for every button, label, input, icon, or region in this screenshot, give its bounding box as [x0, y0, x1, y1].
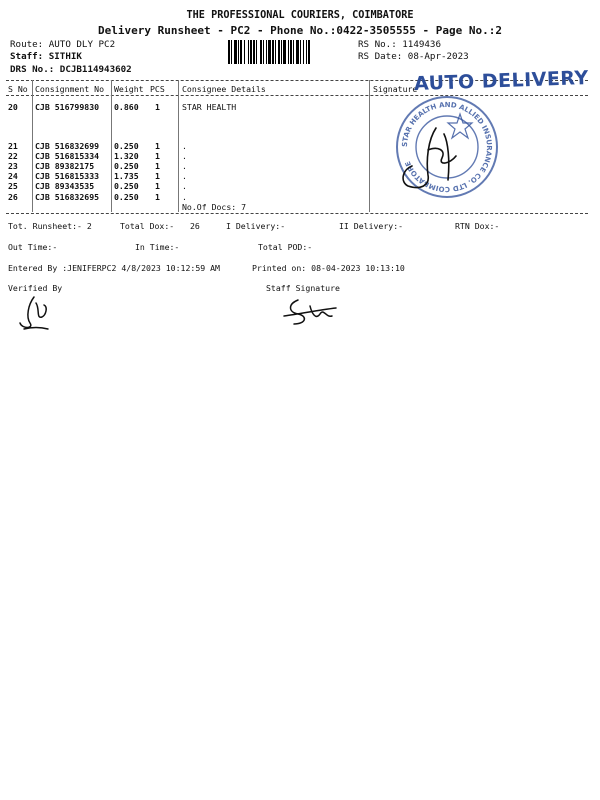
svg-text:STAR HEALTH AND ALLIED INSURAN: STAR HEALTH AND ALLIED INSURANCE CO. LTD COIMBATORE: [400, 100, 494, 194]
row-pcs: 1: [155, 171, 160, 181]
col-signature: Signature: [373, 84, 418, 94]
row-weight: 0.250: [114, 181, 139, 191]
row-weight: 0.250: [114, 161, 139, 171]
row-sno: 24: [8, 171, 18, 181]
barcode: [228, 40, 352, 64]
row-sno: 20: [8, 102, 18, 112]
no-of-docs: No.Of Docs: 7: [182, 202, 247, 212]
row-consignment: CJB 516815333: [35, 171, 100, 181]
verified-by-label: Verified By: [8, 283, 63, 293]
row-pcs: 1: [155, 161, 160, 171]
row-pcs: 1: [155, 141, 160, 151]
row-consignee: .: [182, 161, 187, 171]
col-sno: S No: [8, 84, 28, 94]
out-time: Out Time:-: [8, 242, 58, 252]
row-consignee: .: [182, 181, 187, 191]
auto-delivery-stamp: AUTO DELIVERY: [413, 66, 590, 96]
row-sno: 26: [8, 192, 18, 202]
col-divider: [32, 80, 33, 212]
total-pod: Total POD:-: [258, 242, 313, 252]
row-weight: 0.250: [114, 192, 139, 202]
row-consignment: CJB 89382175: [35, 161, 95, 171]
row-weight: 1.735: [114, 171, 139, 181]
row-weight: 0.860: [114, 102, 139, 112]
col-divider: [178, 80, 179, 212]
ii-delivery: II Delivery:-: [339, 221, 404, 231]
rtn-dox: RTN Dox:-: [455, 221, 500, 231]
table-bottom-rule: [6, 213, 588, 214]
col-divider: [369, 80, 370, 212]
row-consignment: CJB 516832695: [35, 192, 100, 202]
staff-signature: [280, 296, 340, 330]
row-sno: 23: [8, 161, 18, 171]
row-pcs: 1: [155, 181, 160, 191]
col-pcs: PCS: [150, 84, 165, 94]
row-consignment: CJB 516832699: [35, 141, 100, 151]
row-consignment: CJB 89343535: [35, 181, 95, 191]
printed-on: Printed on: 08-04-2023 10:13:10: [252, 263, 405, 273]
row-weight: 1.320: [114, 151, 139, 161]
row-consignee: .: [182, 192, 187, 202]
total-dox-label: Total Dox:-: [120, 221, 175, 231]
row-consignment: CJB 516815334: [35, 151, 100, 161]
row-sno: 22: [8, 151, 18, 161]
row-sno: 21: [8, 141, 18, 151]
verifier-signature: [14, 293, 54, 333]
row-consignment: CJB 516799830: [35, 102, 100, 112]
row-consignee: .: [182, 151, 187, 161]
row-pcs: 1: [155, 151, 160, 161]
rs-date: RS Date: 08-Apr-2023: [358, 51, 469, 62]
row-weight: 0.250: [114, 141, 139, 151]
route-label: Route: AUTO DLY PC2: [10, 39, 116, 50]
runsheet-title: Delivery Runsheet - PC2 - Phone No.:0422-3505555 - Page No.:2: [98, 24, 502, 37]
row-consignee: .: [182, 141, 187, 151]
col-divider: [111, 80, 112, 212]
row-consignee: .: [182, 171, 187, 181]
i-delivery: I Delivery:-: [226, 221, 286, 231]
col-consignment: Consignment No: [35, 84, 105, 94]
col-consignee: Consignee Details: [182, 84, 266, 94]
company-name: THE PROFESSIONAL COURIERS, COIMBATORE: [186, 10, 414, 21]
rs-number: RS No.: 1149436: [358, 39, 441, 50]
row-sno: 25: [8, 181, 18, 191]
entered-by: Entered By :JENIFERPC2 4/8/2023 10:12:59 AM: [8, 263, 220, 273]
col-weight: Weight: [114, 84, 144, 94]
in-time: In Time:-: [135, 242, 180, 252]
tot-runsheet: Tot. Runsheet:- 2: [8, 221, 92, 231]
row-consignee: STAR HEALTH: [182, 102, 237, 112]
row-pcs: 1: [155, 192, 160, 202]
drs-number: DRS No.: DCJB114943602: [10, 64, 132, 75]
receiver-signature: [398, 120, 488, 200]
row-pcs: 1: [155, 102, 160, 112]
staff-label: Staff: SITHIK: [10, 51, 82, 62]
staff-signature-label: Staff Signature: [266, 283, 340, 293]
total-dox-value: 26: [190, 221, 200, 231]
